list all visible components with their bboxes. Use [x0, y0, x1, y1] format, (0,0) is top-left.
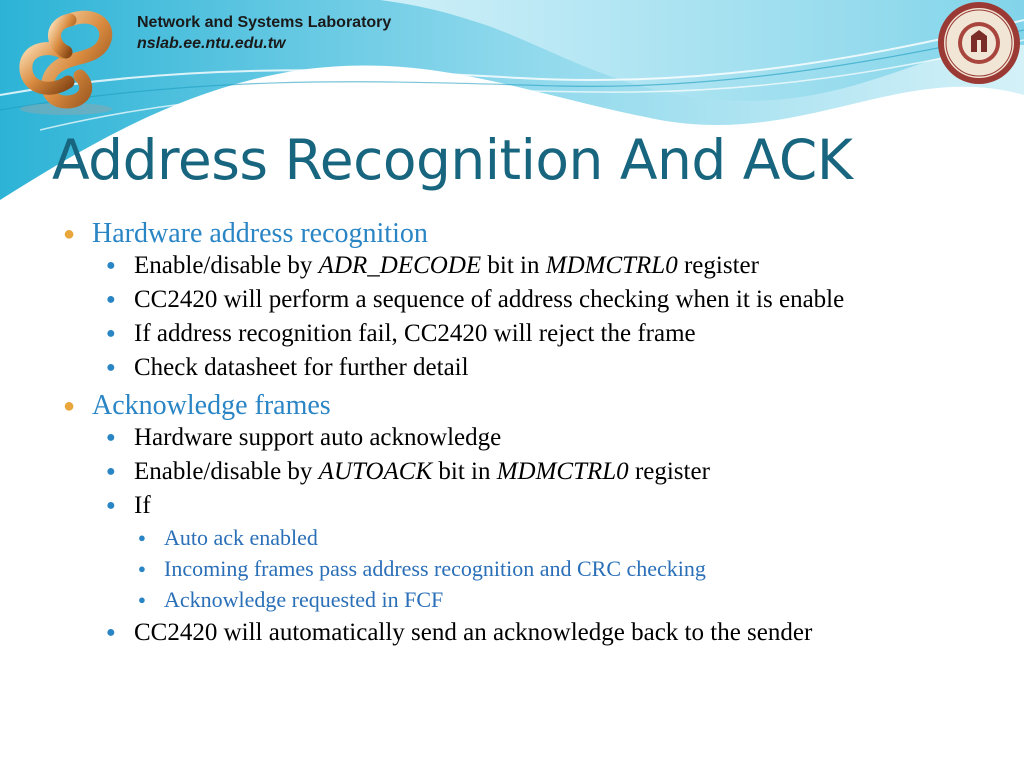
bullet-dot-icon: ● [138, 592, 146, 607]
bullet-dot-icon: ● [106, 359, 116, 376]
sub-list-item [60, 587, 1010, 612]
section-heading: Hardware address recognition [92, 218, 428, 249]
bullet-dot-icon: ● [138, 530, 146, 545]
list-item [60, 458, 1010, 485]
sub-item-text: Acknowledge requested in FCF [164, 587, 444, 612]
bullet-dot-icon: ● [106, 624, 116, 641]
item-text: CC2420 will perform a sequence of address checking when it is enable [134, 286, 845, 313]
bullet-dot-icon: ● [106, 257, 116, 274]
item-text: Enable/disable by ADR_DECODE bit in MDMCTRL0 register [134, 252, 759, 279]
list-item [60, 619, 1010, 646]
list-item [60, 286, 1010, 313]
section-heading: Acknowledge frames [92, 390, 331, 421]
bullet-dot-icon: ● [138, 561, 146, 576]
bullet-dot-icon: ● [106, 291, 116, 308]
list-item [60, 492, 1010, 612]
list-item [60, 354, 1010, 381]
bullet-hardware-address-recognition [60, 216, 1010, 252]
item-text: If address recognition fail, CC2420 will reject the frame [134, 320, 696, 347]
sub-list-item [60, 525, 1010, 550]
bullet-dot-icon: ● [106, 429, 116, 446]
list-item [60, 252, 1010, 279]
bullet-dot-icon: ● [106, 463, 116, 480]
bullet-dot-icon: ● [106, 325, 116, 342]
list-item [60, 424, 1010, 451]
bullet-dot-icon: ● [63, 395, 76, 417]
sublist [60, 424, 1010, 646]
slide-body [60, 216, 1010, 653]
sub-item-text: Auto ack enabled [164, 525, 318, 550]
list-item [60, 320, 1010, 347]
lab-name: Network and Systems Laboratory [137, 14, 392, 31]
item-text: CC2420 will automatically send an acknowledge back to the sender [134, 619, 813, 646]
sub-list-item [60, 556, 1010, 581]
bullet-dot-icon: ● [106, 497, 116, 514]
sub-item-text: Incoming frames pass address recognition and CRC checking [164, 556, 706, 581]
slide-title: Address Recognition And ACK [52, 128, 853, 192]
bullet-acknowledge-frames [60, 388, 1010, 424]
infinity-knot-logo-icon [10, 6, 122, 118]
item-text: If [134, 492, 151, 519]
item-text: Hardware support auto acknowledge [134, 424, 502, 451]
bullet-dot-icon: ● [63, 223, 76, 245]
item-text: Enable/disable by AUTOACK bit in MDMCTRL0 register [134, 458, 710, 485]
item-text: Check datasheet for further detail [134, 354, 469, 381]
university-seal-icon [936, 0, 1022, 86]
sublist [60, 252, 1010, 381]
lab-url: nslab.ee.ntu.edu.tw [137, 35, 286, 52]
